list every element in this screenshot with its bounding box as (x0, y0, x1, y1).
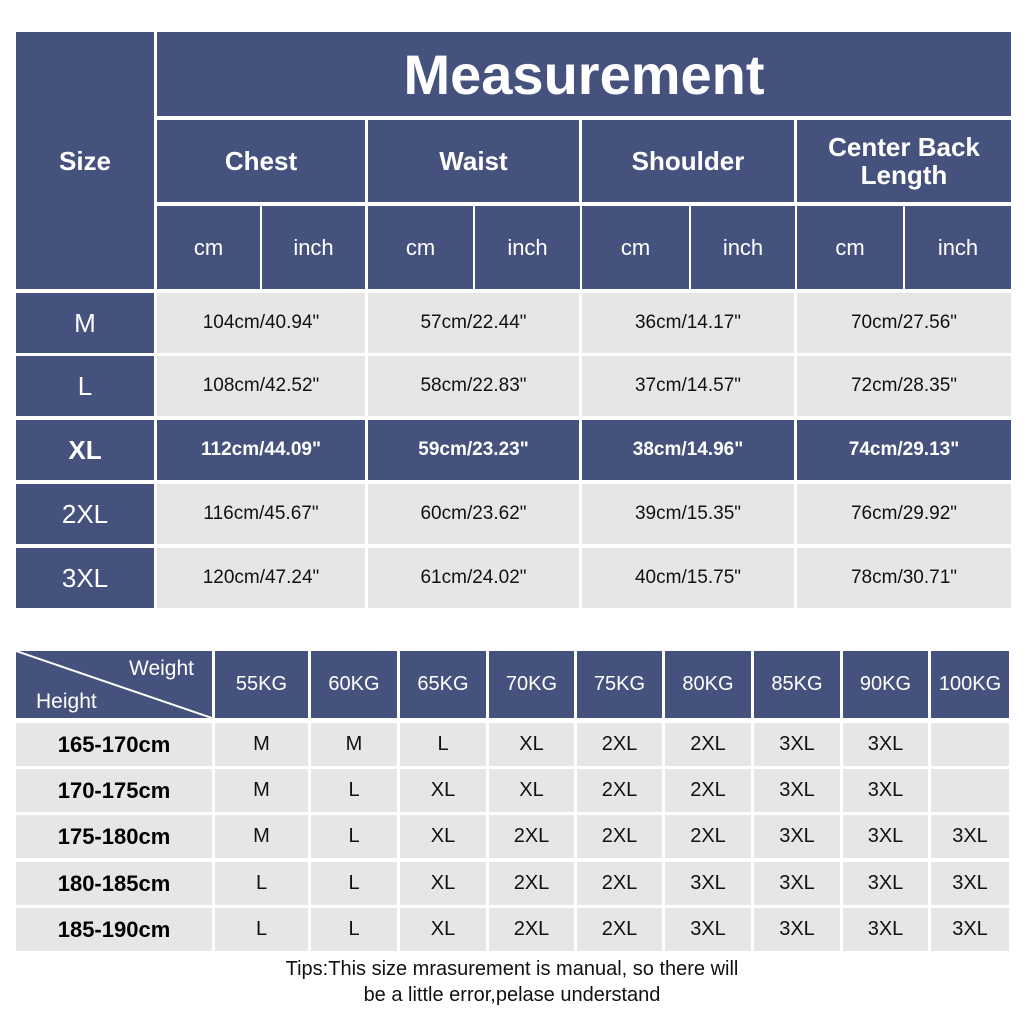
measurement-cell: 120cm/47.24" (157, 548, 365, 608)
recommended-size-cell: L (311, 908, 397, 951)
measurement-cell: 40cm/15.75" (582, 548, 794, 608)
weight-header: 80KG (665, 651, 751, 718)
measurement-cell: 76cm/29.92" (797, 484, 1011, 544)
measurement-cell: 112cm/44.09" (157, 420, 365, 480)
recommended-size-cell: L (215, 908, 308, 951)
recommended-size-cell: M (215, 815, 308, 858)
recommended-size-cell: 3XL (843, 723, 928, 766)
recommended-size-cell: 2XL (577, 862, 662, 905)
measurement-cell: 116cm/45.67" (157, 484, 365, 544)
recommended-size-cell: 3XL (754, 815, 840, 858)
height-range-label: 185-190cm (16, 908, 212, 951)
column-header-shoulder: Shoulder (582, 120, 794, 202)
recommended-size-cell: 3XL (843, 862, 928, 905)
unit-header-inch: inch (691, 206, 795, 289)
recommended-size-cell: XL (400, 908, 486, 951)
measurement-cell: 59cm/23.23" (368, 420, 579, 480)
weight-header: 70KG (489, 651, 574, 718)
size-label: L (16, 356, 154, 416)
height-range-label: 170-175cm (16, 769, 212, 812)
recommended-size-cell: M (311, 723, 397, 766)
tips-line-2: be a little error,pelase understand (363, 984, 661, 1006)
recommended-size-cell: 2XL (665, 723, 751, 766)
weight-header: 75KG (577, 651, 662, 718)
unit-header-cm: cm (797, 206, 903, 289)
measurement-cell: 36cm/14.17" (582, 293, 794, 353)
weight-axis-label: Weight (129, 657, 194, 680)
measurement-cell: 58cm/22.83" (368, 356, 579, 416)
measurement-cell: 38cm/14.96" (582, 420, 794, 480)
recommended-size-cell: L (400, 723, 486, 766)
column-header-center-back-length: Center Back Length (797, 120, 1011, 202)
recommended-size-cell: 3XL (843, 815, 928, 858)
recommended-size-cell: 3XL (843, 908, 928, 951)
recommended-size-cell: 2XL (489, 908, 574, 951)
recommended-size-cell: L (215, 862, 308, 905)
recommended-size-cell: L (311, 769, 397, 812)
recommended-size-cell: XL (400, 769, 486, 812)
unit-header-inch: inch (262, 206, 365, 289)
recommended-size-cell: L (311, 862, 397, 905)
measurement-cell: 78cm/30.71" (797, 548, 1011, 608)
weight-header: 55KG (215, 651, 308, 718)
height-axis-label: Height (36, 690, 97, 713)
recommended-size-cell: 2XL (577, 769, 662, 812)
measurement-cell: 74cm/29.13" (797, 420, 1011, 480)
recommended-size-cell (931, 723, 1009, 766)
recommended-size-cell: XL (489, 769, 574, 812)
recommended-size-cell: 3XL (931, 815, 1009, 858)
size-label: 2XL (16, 484, 154, 544)
recommended-size-cell: 3XL (931, 908, 1009, 951)
column-header-chest: Chest (157, 120, 365, 202)
measurement-cell: 72cm/28.35" (797, 356, 1011, 416)
recommended-size-cell: 3XL (754, 769, 840, 812)
weight-header: 65KG (400, 651, 486, 718)
size-label: XL (16, 420, 154, 480)
recommended-size-cell: 3XL (754, 862, 840, 905)
measurement-cell: 61cm/24.02" (368, 548, 579, 608)
recommended-size-cell: 2XL (489, 862, 574, 905)
size-column-header: Size (16, 32, 154, 289)
recommended-size-cell: M (215, 723, 308, 766)
weight-header: 100KG (931, 651, 1009, 718)
height-range-label: 180-185cm (16, 862, 212, 905)
recommended-size-cell: XL (489, 723, 574, 766)
size-label: M (16, 293, 154, 353)
height-range-label: 175-180cm (16, 815, 212, 858)
recommended-size-cell: 3XL (843, 769, 928, 812)
unit-header-inch: inch (905, 206, 1011, 289)
recommended-size-cell: 2XL (577, 723, 662, 766)
unit-header-cm: cm (157, 206, 260, 289)
recommended-size-cell (931, 769, 1009, 812)
recommended-size-cell: 2XL (577, 815, 662, 858)
recommended-size-cell: 3XL (754, 908, 840, 951)
measurement-cell: 57cm/22.44" (368, 293, 579, 353)
recommended-size-cell: XL (400, 862, 486, 905)
recommended-size-cell: 3XL (665, 862, 751, 905)
size-label: 3XL (16, 548, 154, 608)
table-title: Measurement (157, 32, 1011, 116)
recommended-size-cell: 3XL (665, 908, 751, 951)
weight-header: 90KG (843, 651, 928, 718)
weight-header: 85KG (754, 651, 840, 718)
recommended-size-cell: 3XL (931, 862, 1009, 905)
recommended-size-cell: XL (400, 815, 486, 858)
recommended-size-cell: 2XL (665, 769, 751, 812)
height-range-label: 165-170cm (16, 723, 212, 766)
recommended-size-cell: M (215, 769, 308, 812)
recommended-size-cell: 3XL (754, 723, 840, 766)
tips-line-1: Tips:This size mrasurement is manual, so there will (285, 958, 739, 980)
recommended-size-cell: L (311, 815, 397, 858)
weight-height-corner-header (16, 651, 212, 718)
column-header-waist: Waist (368, 120, 579, 202)
measurement-cell: 39cm/15.35" (582, 484, 794, 544)
measurement-cell: 70cm/27.56" (797, 293, 1011, 353)
tips-note (0, 956, 1024, 1008)
unit-header-cm: cm (582, 206, 689, 289)
unit-header-cm: cm (368, 206, 473, 289)
measurement-cell: 108cm/42.52" (157, 356, 365, 416)
weight-header: 60KG (311, 651, 397, 718)
recommended-size-cell: 2XL (577, 908, 662, 951)
measurement-cell: 60cm/23.62" (368, 484, 579, 544)
unit-header-inch: inch (475, 206, 580, 289)
recommended-size-cell: 2XL (665, 815, 751, 858)
measurement-cell: 37cm/14.57" (582, 356, 794, 416)
measurement-cell: 104cm/40.94" (157, 293, 365, 353)
recommended-size-cell: 2XL (489, 815, 574, 858)
